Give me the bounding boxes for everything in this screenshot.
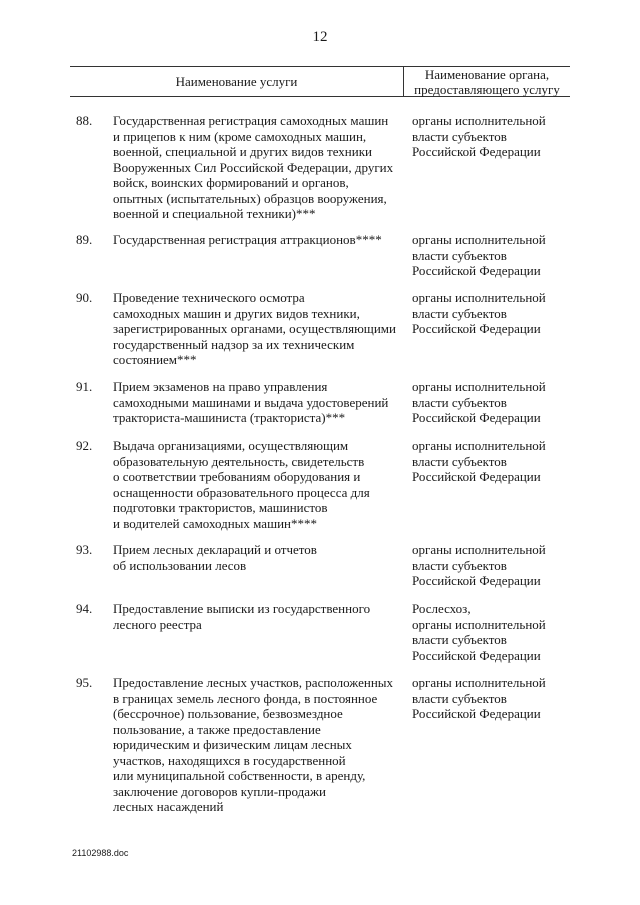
row-number: 94.: [76, 601, 93, 616]
row-number: 93.: [76, 542, 93, 557]
row-number: 92.: [76, 438, 93, 453]
service-name: Прием лесных деклараций и отчетов об использовании лесов: [113, 542, 317, 573]
agency-name: органы исполнительной власти субъектов Российской Федерации: [412, 379, 546, 425]
service-name: Выдача организациями, осуществляющим образовательную деятельность, свидетельств о соответствии требованиям оборудования и оснащенности образовательного процесса для подготовки трактористов, машинистов и водителей самоходных машин****: [113, 438, 370, 531]
agency-name: органы исполнительной власти субъектов Российской Федерации: [412, 290, 546, 336]
agency-name: органы исполнительной власти субъектов Российской Федерации: [412, 675, 546, 721]
row-number: 90.: [76, 290, 93, 305]
agency-name: Рослесхоз, органы исполнительной власти субъектов Российской Федерации: [412, 601, 546, 663]
header-service-column: Наименование услуги: [175, 74, 298, 89]
service-name: Государственная регистрация аттракционов****: [113, 232, 382, 247]
agency-name: органы исполнительной власти субъектов Российской Федерации: [412, 438, 546, 484]
service-name: Проведение технического осмотра самоходных машин и других видов техники, зарегистрированных органами, осуществляющими государственный надзор за их техническим состоянием***: [113, 290, 396, 367]
agency-name: органы исполнительной власти субъектов Российской Федерации: [412, 232, 546, 278]
agency-name: органы исполнительной власти субъектов Российской Федерации: [412, 113, 546, 159]
row-number: 89.: [76, 232, 93, 247]
service-name: Предоставление лесных участков, расположенных в границах земель лесного фонда, в постоянное (бессрочное) пользование, безвозмездное пользование, а также предоставление юридическим и физическим лицам лесных участков, находящихся в государственной или муниципальной собственности, в аренду, заключение договоров купли-продажи лесных насаждений: [113, 675, 394, 814]
service-name: Прием экзаменов на право управления самоходными машинами и выдача удостоверений тракториста-машиниста (тракториста)***: [113, 379, 389, 425]
row-number: 88.: [76, 113, 93, 128]
agency-name: органы исполнительной власти субъектов Российской Федерации: [412, 542, 546, 588]
row-number: 91.: [76, 379, 93, 394]
header-agency-column: Наименование органа, предоставляющего услугу: [414, 67, 560, 97]
row-number: 95.: [76, 675, 93, 690]
page-number: 12: [312, 29, 328, 45]
service-name: Государственная регистрация самоходных машин и прицепов к ним (кроме самоходных машин, военной, специальной и других видов техники Вооруженных Сил Российской Федерации, других войск, воинских формирований и органов, опытных (испытательных) образцов вооружения, военной и специальной техники)***: [113, 113, 394, 221]
service-name: Предоставление выписки из государственного лесного реестра: [113, 601, 371, 632]
document-filename: 21102988.doc: [72, 848, 129, 858]
